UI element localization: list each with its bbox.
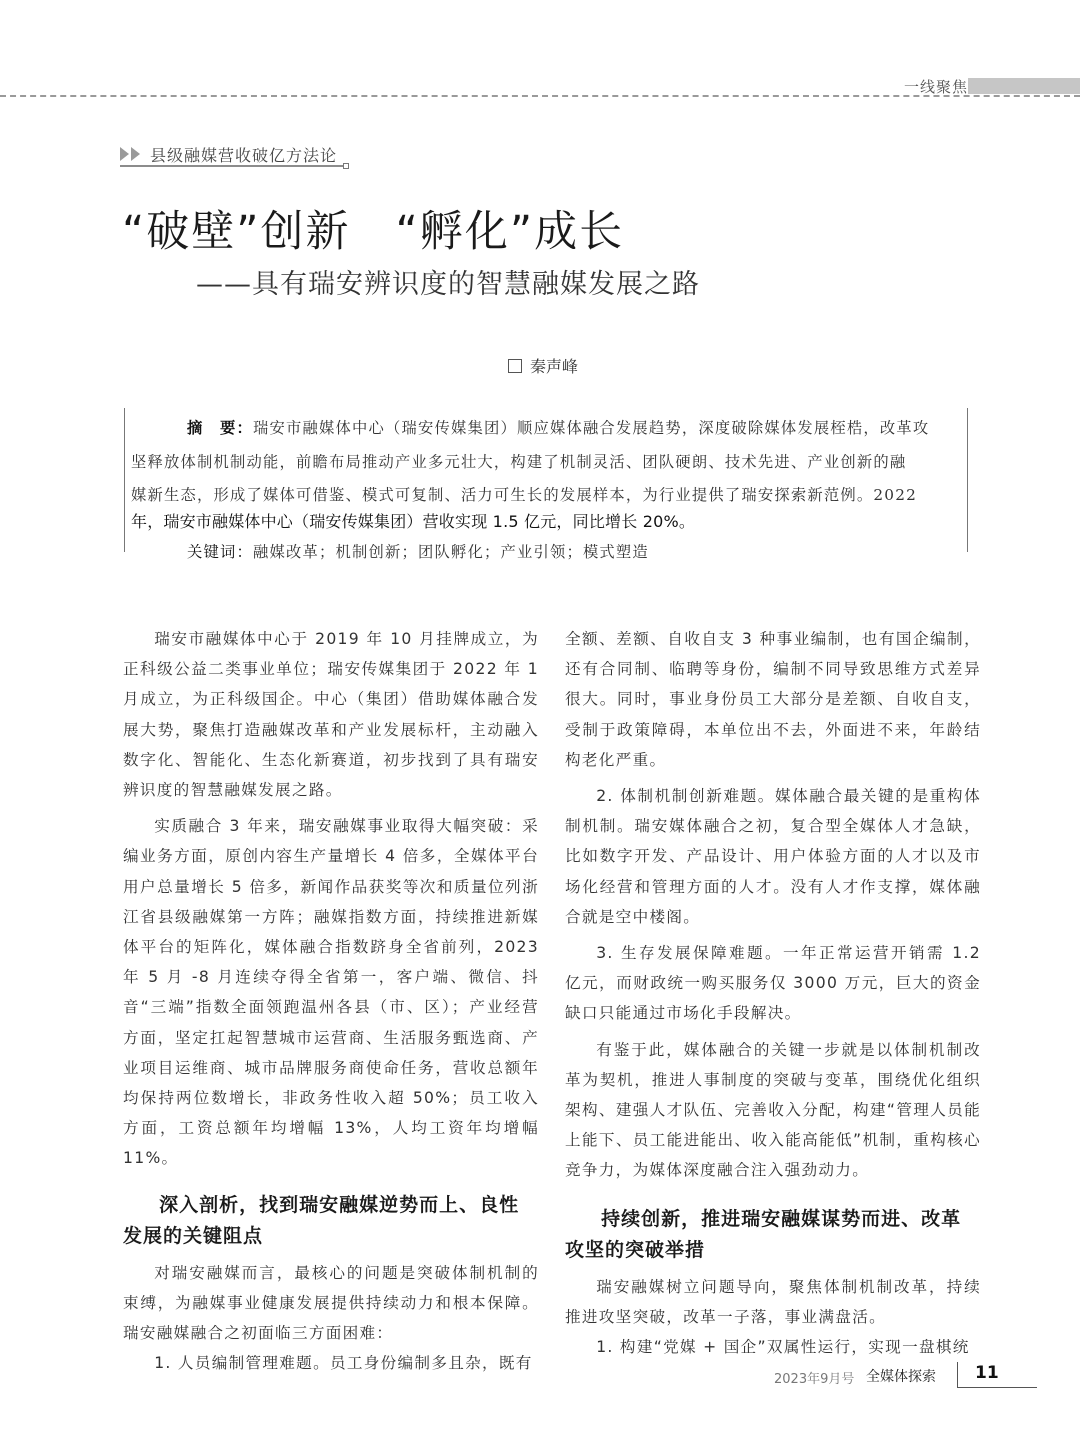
article-subtitle: ——具有瑞安辨识度的智慧融媒发展之路 (196, 269, 700, 300)
paragraph: 瑞安融媒树立问题导向，聚焦体制机制改革，持续推进攻坚突破，改革一子落，事业满盘活。 (565, 1277, 981, 1326)
author-name: 秦声峰 (530, 357, 579, 376)
section-label: 一线聚焦 (903, 78, 968, 96)
column-tag-text: 县级融媒营收破亿方法论 (150, 145, 338, 165)
chevron-right-icon (131, 147, 140, 161)
body-column-left (123, 624, 539, 1378)
square-bullet-icon (508, 359, 522, 373)
article-title: “破壁”创新 “孵化”成长 (122, 207, 625, 257)
paragraph: 瑞安市融媒体中心于 2019 年 10 月挂牌成立，为正科级公益二类事业单位；瑞安传媒集团于 2022 年 1 月成立，为正科级国企。中心（集团）借助媒体融合发展大势，聚焦打造融媒改革和产业发展标杆，主动融入数字化、智能化、生态化新赛道，初步找到了具有瑞安辨识度的智慧融媒发展之路。 (123, 630, 539, 800)
abstract-label: 摘 要： (187, 419, 253, 437)
column-tag (120, 143, 343, 167)
keywords-label: 关键词： (187, 543, 253, 561)
abstract-line-2: 坚释放体制机制动能，前瞻布局推动产业多元壮大，构建了机制灵活、团队硬朗、技术先进、产业创新的融 (131, 453, 907, 471)
tag-end-marker (343, 163, 349, 169)
paragraph: 实质融合 3 年来，瑞安融媒事业取得大幅突破：采编业务方面，原创内容生产量增长 4 倍多，全媒体平台用户总量增长 5 倍多，新闻作品获奖等次和质量位列浙江省县级融媒第一方阵；融媒指数方面，持续推进新媒体平台的矩阵化，媒体融合指数跻身全省前列，2023 年 5 月 -8 月连续夺得全省第一，客户端、微信、抖音“三端”指数全面领跑温州各县（市、区）；产业经营方面，坚定扛起智慧城市运营商、生活服务甄选商、产业项目运维商、城市品牌服务商使命任务，营收总额年均保持两位数增长，非政务性收入超 50%；员工收入方面，工资总额年均增幅 13%，人均工资年均增幅 11%。 (123, 817, 539, 1168)
footer-underline (957, 1387, 1037, 1388)
paragraph: 有鉴于此，媒体融合的关键一步就是以体制机制改革为契机，推进人事制度的突破与变革，围绕优化组织架构、建强人才队伍、完善收入分配，构建“管理人员能上能下、员工能进能出、收入能高能低”机制，重构核心竞争力，为媒体深度融合注入强劲动力。 (565, 1040, 981, 1180)
page-number: 11 (975, 1363, 999, 1383)
paragraph: 2. 体制机制创新难题。媒体融合最关键的是重构体制机制。瑞安媒体融合之初，复合型全媒体人才急缺，比如数字开发、产品设计、用户体验方面的人才以及市场化经营和管理方面的人才。没有人才作支撑，媒体融合就是空中楼阁。 (565, 787, 981, 926)
footer-divider (957, 1362, 958, 1388)
section-heading: 深入剖析，找到瑞安融媒逆势而上、良性发展的关键阻点 (123, 1193, 520, 1247)
abstract-line-3: 媒新生态，形成了媒体可借鉴、模式可复制、活力可生长的发展样本，为行业提供了瑞安探索新范例。2022 (131, 486, 918, 504)
paragraph: 全额、差额、自收自支 3 种事业编制，也有国企编制，还有合同制、临聘等身份，编制不同导致思维方式差异很大。同时，事业身份员工大部分是差额、自收自支，受制于政策障碍，本单位出不去，外面进不来，年龄结构老化严重。 (565, 630, 981, 769)
author-byline (508, 354, 578, 377)
body-column-right (565, 624, 981, 1362)
abstract-line-4: 年，瑞安市融媒体中心（瑞安传媒集团）营收实现 1.5 亿元，同比增长 20%。 (131, 512, 696, 531)
abstract-line-1: 摘 要：瑞安市融媒体中心（瑞安传媒集团）顺应媒体融合发展趋势，深度破除媒体发展桎梏，改革攻 (187, 419, 930, 437)
keywords-line (187, 540, 649, 562)
paragraph: 1. 构建“党媒 + 国企”双属性运行，实现一盘棋统 (596, 1338, 970, 1357)
paragraph: 3. 生存发展保障难题。一年正常运营开销需 1.2 亿元，而财政统一购买服务仅 3000 万元，巨大的资金缺口只能通过市场化手段解决。 (565, 944, 981, 1023)
paragraph: 1. 人员编制管理难题。员工身份编制多且杂，既有 (154, 1354, 533, 1373)
abstract-box (124, 408, 968, 561)
magazine-name: 全媒体探索 (866, 1369, 936, 1385)
issue-date: 2023年9月号 (774, 1372, 855, 1387)
section-heading: 持续创新，推进瑞安融媒谋势而进、改革攻坚的突破举措 (565, 1207, 962, 1261)
chevron-right-icon (120, 147, 129, 161)
keywords: 融媒改革；机制创新；团队孵化；产业引领；模式塑造 (253, 543, 649, 561)
paragraph: 对瑞安融媒而言，最核心的问题是突破体制机制的束缚，为融媒事业健康发展提供持续动力和根本保障。瑞安融媒融合之初面临三方面困难： (123, 1263, 539, 1343)
section-bar (968, 78, 1080, 94)
